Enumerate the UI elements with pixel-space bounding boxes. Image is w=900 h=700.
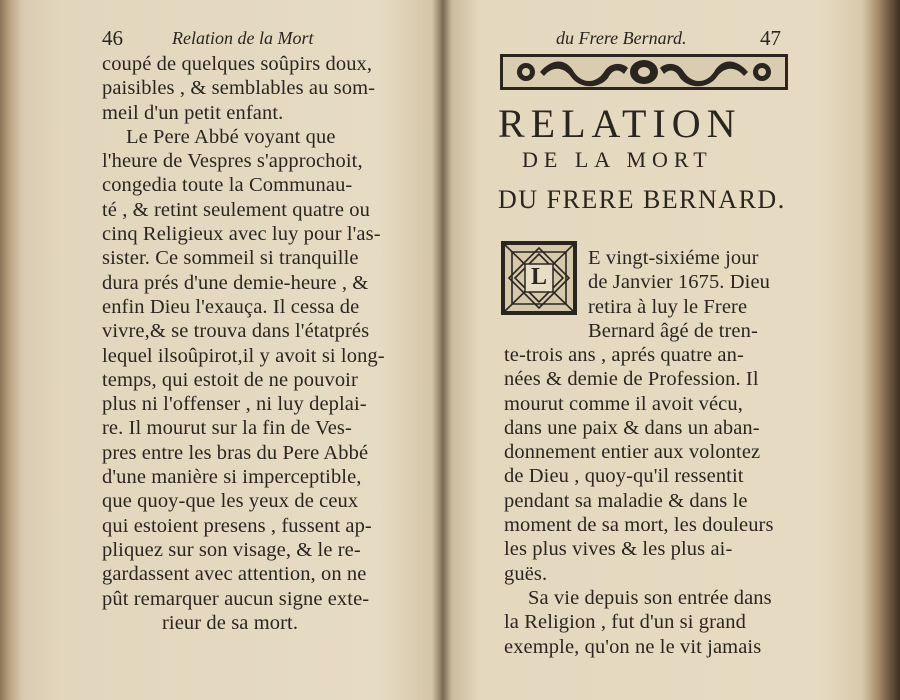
text-line: donnement entier aux volontez bbox=[504, 441, 761, 464]
page-number: 46 bbox=[102, 26, 123, 50]
text-line: rieur de sa mort. bbox=[162, 611, 299, 634]
right-page bbox=[452, 0, 872, 700]
text-line: de Dieu , quoy-qu'il ressentit bbox=[504, 465, 744, 488]
text-line: qui estoient presens , fussent ap- bbox=[102, 514, 372, 537]
text-line: coupé de quelques soûpirs doux, bbox=[102, 53, 373, 75]
text-line: enfin Dieu l'exauça. Il cessa de bbox=[102, 295, 360, 318]
text-line: Le Pere Abbé voyant que bbox=[126, 125, 336, 148]
running-head: du Frere Bernard. bbox=[556, 28, 687, 48]
text-line: exemple, qu'on ne le vit jamais bbox=[504, 635, 762, 658]
text-line: dans une paix & dans un aban- bbox=[504, 416, 760, 439]
text-line: l'heure de Vespres s'approchoit, bbox=[102, 150, 363, 173]
text-line: que quoy-que les yeux de ceux bbox=[102, 490, 359, 513]
text-line: pût remarquer aucun signe exte- bbox=[102, 587, 370, 610]
page-number: 47 bbox=[760, 26, 781, 50]
text-line: meil d'un petit enfant. bbox=[102, 101, 284, 124]
drop-cap bbox=[500, 240, 578, 316]
text-line: E vingt-sixiéme jour bbox=[588, 247, 759, 269]
text-line: nées & demie de Profession. Il bbox=[504, 368, 759, 391]
text-line: temps, qui estoit de ne pouvoir bbox=[102, 368, 358, 391]
text-line: cinq Religieux avec luy pour l'as- bbox=[102, 223, 381, 246]
text-line: de Janvier 1675. Dieu bbox=[588, 271, 770, 294]
text-line: les plus vives & les plus ai- bbox=[504, 538, 733, 561]
text-line: congedia toute la Communau- bbox=[102, 174, 353, 197]
text-line: Sa vie depuis son entrée dans bbox=[528, 586, 772, 609]
text-line: mourut comme il avoit vécu, bbox=[504, 392, 743, 415]
chapter-title: RELATION bbox=[498, 101, 742, 146]
chapter-subtitle: DE LA MORT bbox=[522, 147, 713, 172]
text-line: la Religion , fut d'un si grand bbox=[504, 611, 746, 634]
text-line: dura prés d'une demie-heure , & bbox=[102, 271, 369, 294]
text-line: gardassent avec attention, on ne bbox=[102, 563, 367, 586]
chapter-subtitle-2: DU FRERE BERNARD. bbox=[498, 185, 786, 214]
text-line: pliquez sur son visage, & le re- bbox=[102, 538, 361, 561]
drop-cap-letter: L bbox=[530, 264, 547, 290]
text-line: retira à luy le Frere bbox=[588, 295, 748, 318]
text-line: pres entre les bras du Pere Abbé bbox=[102, 441, 369, 464]
text-line: Bernard âgé de tren- bbox=[588, 319, 758, 342]
headpiece-ornament bbox=[500, 54, 788, 90]
text-line: plus ni l'offenser , ni luy deplai- bbox=[102, 393, 367, 416]
text-line: sister. Ce sommeil si tranquille bbox=[102, 247, 359, 270]
text-line: lequel ilsoûpirot,il y avoit si long- bbox=[102, 344, 385, 367]
right-body-text bbox=[504, 343, 774, 659]
right-opening-lines bbox=[588, 246, 770, 343]
text-line: vivre,& se trouva dans l'étatprés bbox=[102, 320, 370, 343]
left-body-text bbox=[102, 52, 385, 635]
running-head: Relation de la Mort bbox=[172, 28, 314, 48]
text-line: d'une manière si imperceptible, bbox=[102, 466, 362, 489]
text-line: moment de sa mort, les douleurs bbox=[504, 514, 774, 537]
text-line: pendant sa maladie & dans le bbox=[504, 489, 748, 512]
text-line: guës. bbox=[504, 562, 548, 585]
text-line: te-trois ans , aprés quatre an- bbox=[504, 344, 744, 366]
left-page bbox=[22, 0, 440, 700]
text-line: paisibles , & semblables au som- bbox=[102, 77, 376, 100]
text-line: re. Il mourut sur la fin de Ves- bbox=[102, 417, 352, 440]
text-line: té , & retint seulement quatre ou bbox=[102, 198, 371, 221]
